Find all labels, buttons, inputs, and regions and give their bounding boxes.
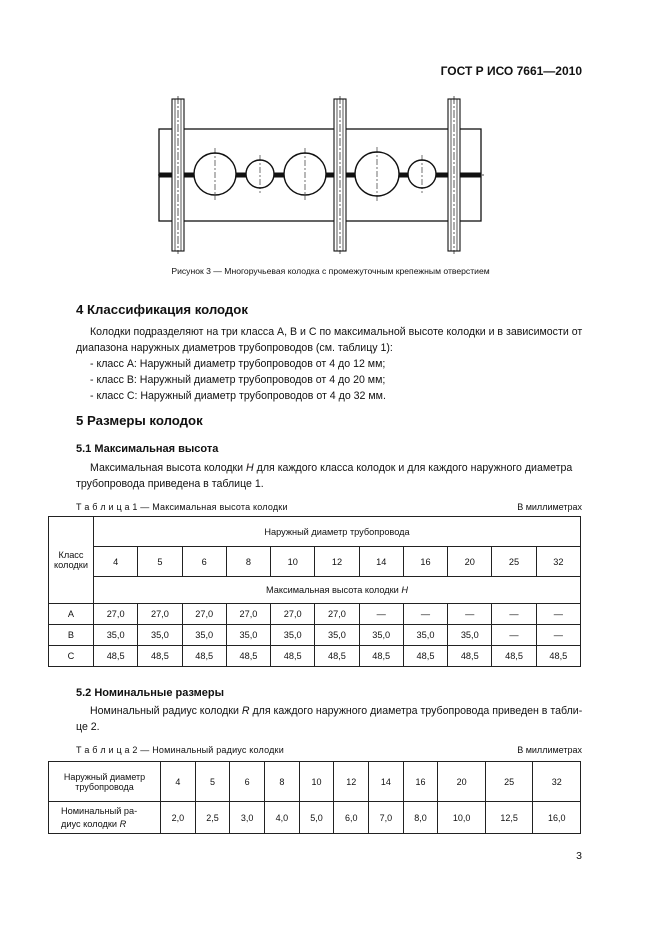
table-cell: 35,0 xyxy=(315,625,359,646)
section-4-intro-line1: Колодки подразделяют на три класса А, В и С по максимальной высоте колодки и в зависимости от xyxy=(90,326,583,338)
table-cell: 35,0 xyxy=(448,625,492,646)
table-cell: 12,5 xyxy=(485,802,533,834)
table-cell: 10 xyxy=(271,547,315,577)
table-cell: 6,0 xyxy=(334,802,369,834)
table-cell: 35,0 xyxy=(403,625,447,646)
table-1-unit: В миллиметрах xyxy=(517,502,582,512)
table-cell: — xyxy=(448,604,492,625)
table-cell: 27,0 xyxy=(182,604,226,625)
table-cell: С xyxy=(49,646,94,667)
section-4-heading: 4 Классификация колодок xyxy=(76,302,248,317)
table-cell: 48,5 xyxy=(182,646,226,667)
table-cell: 32 xyxy=(533,762,581,802)
document-header: ГОСТ Р ИСО 7661—2010 xyxy=(440,64,582,78)
table-cell: А xyxy=(49,604,94,625)
table-cell: 6 xyxy=(230,762,265,802)
class-b-item: - класс В: Наружный диаметр трубопроводов от 4 до 20 мм; xyxy=(90,374,386,386)
table-cell: 35,0 xyxy=(138,625,182,646)
table-cell: 48,5 xyxy=(315,646,359,667)
table-row xyxy=(49,625,581,646)
table-cell: 27,0 xyxy=(138,604,182,625)
table-1-group-header: Наружный диаметр трубопровода xyxy=(94,517,581,547)
section-5-2-line2: це 2. xyxy=(76,721,100,733)
table-cell: 8 xyxy=(226,547,270,577)
table-cell: 5 xyxy=(195,762,230,802)
table-cell: — xyxy=(492,625,536,646)
table-cell: — xyxy=(492,604,536,625)
table-1-sub-header: Максимальная высота колодки Н xyxy=(94,577,581,604)
table-cell: — xyxy=(536,604,580,625)
table-cell: В xyxy=(49,625,94,646)
table-cell: — xyxy=(359,604,403,625)
table-row xyxy=(49,802,581,834)
table-cell: 10,0 xyxy=(438,802,486,834)
table-cell: 48,5 xyxy=(359,646,403,667)
table-cell: 16 xyxy=(403,762,438,802)
table-cell: 14 xyxy=(359,547,403,577)
table-1-caption: Т а б л и ц а 1 — Максимальная высота колодки xyxy=(76,502,288,512)
figure-3-drawing xyxy=(156,96,486,261)
table-cell: 14 xyxy=(369,762,404,802)
table-cell: 3,0 xyxy=(230,802,265,834)
section-5-heading: 5 Размеры колодок xyxy=(76,413,203,428)
section-5-1-heading: 5.1 Максимальная высота xyxy=(76,443,219,455)
table-row xyxy=(49,604,581,625)
table-cell: 16,0 xyxy=(533,802,581,834)
table-cell: 5,0 xyxy=(299,802,334,834)
table-2-unit: В миллиметрах xyxy=(517,745,582,755)
section-5-2-line1: Номинальный радиус колодки R для каждого наружного диаметра трубопровода приведен в табли- xyxy=(90,705,583,717)
table-cell: 12 xyxy=(315,547,359,577)
table-cell: 16 xyxy=(403,547,447,577)
section-5-2-heading: 5.2 Номинальные размеры xyxy=(76,687,225,699)
table-2-head-label: Наружный диаметр трубопровода xyxy=(49,762,161,802)
table-cell: 10 xyxy=(299,762,334,802)
table-cell: 27,0 xyxy=(226,604,270,625)
table-1 xyxy=(48,516,581,667)
page-number: 3 xyxy=(576,850,582,862)
table-1-corner: Класс колодки xyxy=(49,517,94,604)
table-cell: 12 xyxy=(334,762,369,802)
table-cell: 32 xyxy=(536,547,580,577)
table-cell: 8,0 xyxy=(403,802,438,834)
figure-caption: Рисунок 3 — Многоручьевая колодка с промежуточным крепежным отверстием xyxy=(171,266,490,276)
table-cell: 48,5 xyxy=(94,646,138,667)
table-cell: — xyxy=(536,625,580,646)
table-row xyxy=(49,646,581,667)
table-cell: 48,5 xyxy=(448,646,492,667)
table-2 xyxy=(48,761,581,834)
table-cell: 7,0 xyxy=(369,802,404,834)
table-cell: 4 xyxy=(94,547,138,577)
table-2-row-label: Номинальный ра- диус колодки R xyxy=(49,802,161,834)
section-5-1-line1: Максимальная высота колодки Н для каждого класса колодок и для каждого наружного диаметра xyxy=(90,462,573,474)
table-cell: 4 xyxy=(161,762,196,802)
table-cell: 25 xyxy=(485,762,533,802)
table-cell: 2,0 xyxy=(161,802,196,834)
table-cell: — xyxy=(403,604,447,625)
class-c-item: - класс С: Наружный диаметр трубопроводов от 4 до 32 мм. xyxy=(90,390,386,402)
table-cell: 35,0 xyxy=(226,625,270,646)
class-a-item: - класс А: Наружный диаметр трубопроводов от 4 до 12 мм; xyxy=(90,358,386,370)
table-cell: 48,5 xyxy=(536,646,580,667)
table-cell: 48,5 xyxy=(226,646,270,667)
table-2-header-row xyxy=(49,762,581,802)
table-cell: 20 xyxy=(438,762,486,802)
table-cell: 5 xyxy=(138,547,182,577)
table-2-caption: Т а б л и ц а 2 — Номинальный радиус колодки xyxy=(76,745,284,755)
table-cell: 20 xyxy=(448,547,492,577)
section-5-1-line2: трубопровода приведена в таблице 1. xyxy=(76,478,264,490)
table-cell: 2,5 xyxy=(195,802,230,834)
table-cell: 25 xyxy=(492,547,536,577)
table-cell: 6 xyxy=(182,547,226,577)
table-cell: 27,0 xyxy=(94,604,138,625)
table-cell: 35,0 xyxy=(182,625,226,646)
table-1-diameter-row xyxy=(49,547,581,577)
table-cell: 4,0 xyxy=(265,802,300,834)
table-cell: 48,5 xyxy=(271,646,315,667)
section-4-intro-line2: диапазона наружных диаметров трубопроводов (см. таблицу 1): xyxy=(76,342,393,354)
table-cell: 48,5 xyxy=(138,646,182,667)
table-cell: 35,0 xyxy=(359,625,403,646)
table-cell: 48,5 xyxy=(403,646,447,667)
table-cell: 27,0 xyxy=(271,604,315,625)
table-cell: 48,5 xyxy=(492,646,536,667)
table-cell: 35,0 xyxy=(271,625,315,646)
table-cell: 27,0 xyxy=(315,604,359,625)
table-cell: 8 xyxy=(265,762,300,802)
table-cell: 35,0 xyxy=(94,625,138,646)
